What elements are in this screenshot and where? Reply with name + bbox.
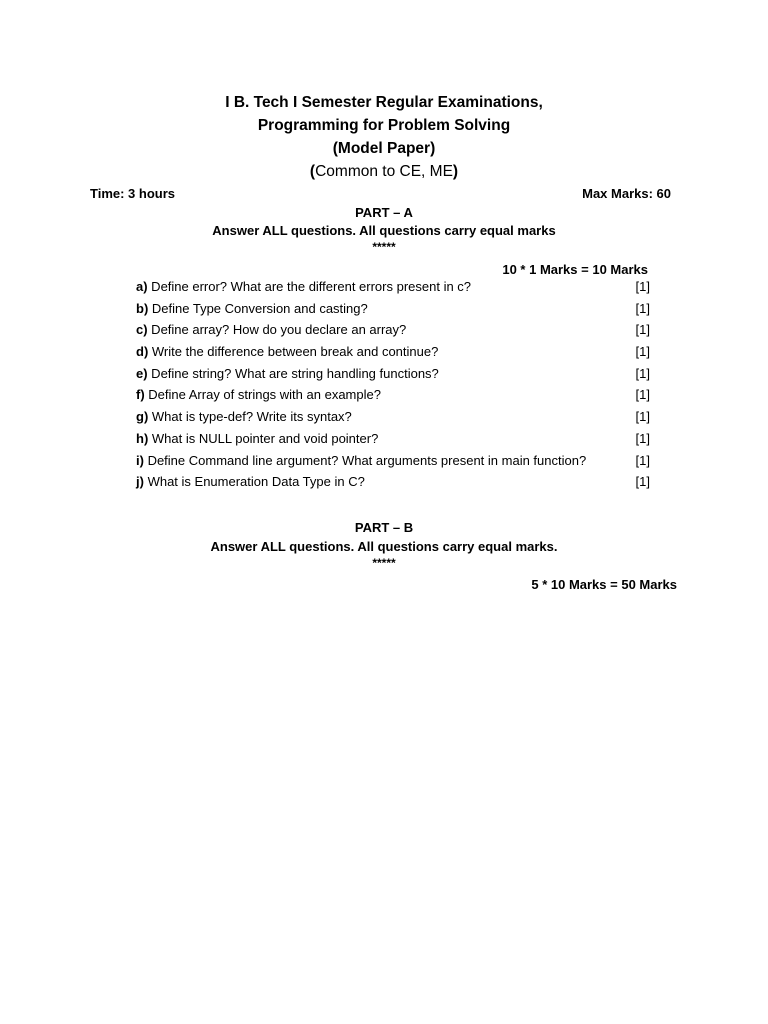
- question-mark: [1]: [635, 300, 650, 316]
- question-mark: [1]: [635, 409, 650, 425]
- part-a-marks-scheme: 10 * 1 Marks = 10 Marks: [502, 262, 648, 277]
- question-text: Write the difference between break and continue?: [148, 344, 439, 360]
- part-b-instructions: Answer ALL questions. All questions carry equal marks.: [210, 539, 558, 554]
- question-letter: j): [136, 474, 144, 490]
- question-letter: f): [136, 387, 145, 403]
- part-a-heading: PART – A: [355, 205, 413, 220]
- question-mark: [1]: [635, 387, 650, 403]
- question-text: What is NULL pointer and void pointer?: [148, 430, 379, 446]
- question-item: [136, 409, 650, 431]
- question-item: [136, 301, 650, 323]
- part-b-heading: PART – B: [354, 520, 414, 535]
- part-b-separator: *****: [372, 556, 396, 570]
- question-letter: e): [136, 365, 148, 381]
- question-item: [136, 387, 650, 409]
- exam-title: I B. Tech I Semester Regular Examinations,: [225, 94, 543, 111]
- exam-duration: Time: 3 hours: [90, 186, 176, 201]
- paper-type: (Model Paper): [332, 140, 436, 157]
- question-item: [136, 453, 650, 475]
- question-text: Define Array of strings with an example?: [144, 387, 381, 403]
- question-letter: d): [136, 344, 149, 360]
- question-text: Define Command line argument? What arguments present in main function?: [143, 452, 587, 468]
- question-text: Define Type Conversion and casting?: [148, 300, 368, 316]
- part-a-separator: *****: [372, 240, 396, 254]
- question-text: Define error? What are the different errors present in c?: [147, 279, 472, 294]
- question-mark: [1]: [635, 452, 650, 468]
- max-marks: Max Marks: 60: [582, 186, 671, 201]
- question-text: Define string? What are string handling functions?: [147, 365, 439, 381]
- branches-text: Common to CE, ME: [315, 163, 453, 180]
- question-mark: [1]: [635, 365, 650, 381]
- question-text: What is type-def? Write its syntax?: [148, 409, 352, 425]
- question-mark: [1]: [635, 430, 650, 446]
- question-text: Define array? How do you declare an array?: [147, 322, 407, 338]
- part-a-question-list: [136, 279, 650, 496]
- part-b-marks-scheme: 5 * 10 Marks = 50 Marks: [531, 577, 677, 592]
- question-item: [136, 366, 650, 388]
- question-item: [136, 279, 650, 301]
- question-letter: i): [136, 452, 144, 468]
- question-letter: g): [136, 409, 149, 425]
- question-item: [136, 474, 650, 496]
- question-item: [136, 344, 650, 366]
- question-letter: b): [136, 300, 149, 316]
- subject-title: Programming for Problem Solving: [257, 117, 511, 134]
- question-mark: [1]: [635, 474, 650, 490]
- question-letter: c): [136, 322, 148, 338]
- question-mark: [1]: [635, 279, 650, 294]
- question-mark: [1]: [635, 322, 650, 338]
- part-a-instructions: Answer ALL questions. All questions carry equal marks: [212, 223, 556, 238]
- question-item: [136, 431, 650, 453]
- question-text: What is Enumeration Data Type in C?: [143, 474, 365, 490]
- question-item: [136, 322, 650, 344]
- question-letter: h): [136, 430, 149, 446]
- open-paren: (: [309, 163, 316, 180]
- question-letter: a): [136, 279, 148, 294]
- branches-line: [0, 163, 768, 181]
- close-paren: ): [452, 163, 459, 180]
- question-mark: [1]: [635, 344, 650, 360]
